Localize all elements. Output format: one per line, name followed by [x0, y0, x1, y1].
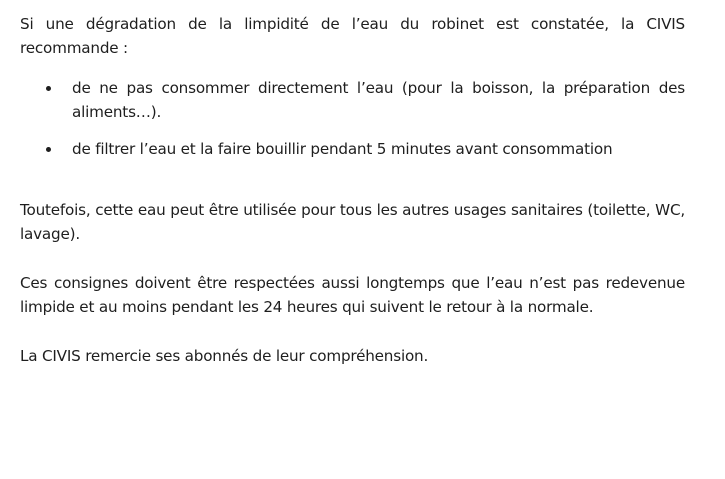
recommendations-list	[20, 76, 685, 161]
thanks-paragraph: La CIVIS remercie ses abonnés de leur compréhension.	[20, 347, 429, 365]
list-item	[36, 76, 685, 124]
notice-document	[20, 12, 685, 368]
recommendation-text: de filtrer l’eau et la faire bouillir pendant 5 minutes avant consommation	[72, 140, 613, 158]
list-item	[36, 137, 685, 161]
instructions-paragraph: Ces consignes doivent être respectées aussi longtemps que l’eau n’est pas redevenue limpide et au moins pendant les 24 heures qui suivent le retour à la normale.	[20, 274, 685, 316]
usage-paragraph: Toutefois, cette eau peut être utilisée pour tous les autres usages sanitaires (toilette, WC, lavage).	[20, 201, 685, 243]
bullet-icon	[46, 86, 51, 91]
bullet-icon	[46, 147, 51, 152]
intro-paragraph: Si une dégradation de la limpidité de l’eau du robinet est constatée, la CIVIS recommande :	[20, 15, 685, 57]
recommendation-text: de ne pas consommer directement l’eau (pour la boisson, la préparation des aliments…).	[72, 79, 685, 121]
